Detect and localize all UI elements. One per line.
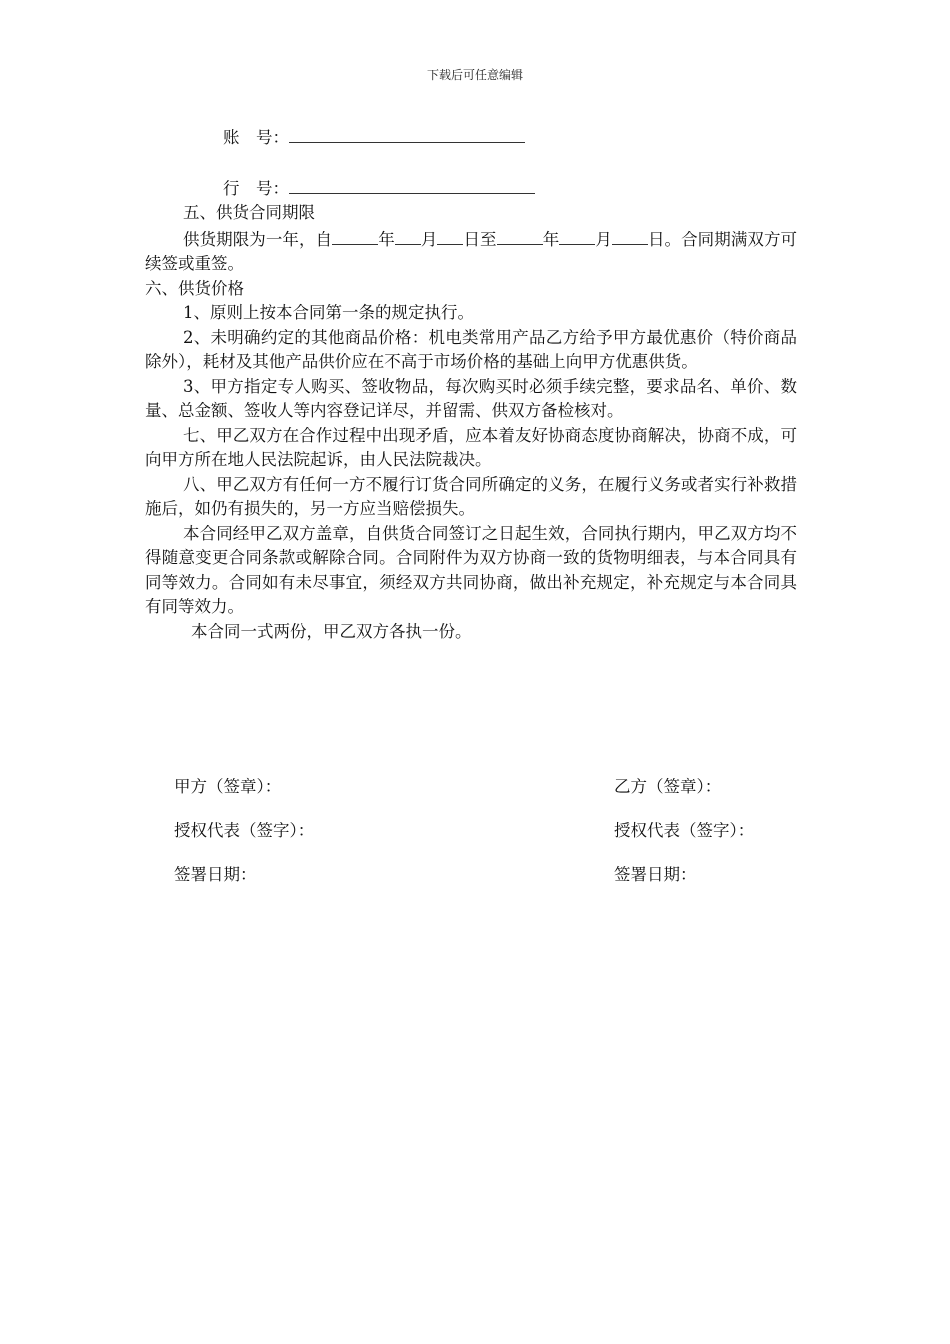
section5-heading: 五、供货合同期限 [183, 203, 315, 222]
party-a-date: 签署日期： [174, 865, 257, 884]
party-b-date: 签署日期： [614, 865, 697, 884]
section6-heading: 六、供货价格 [145, 278, 244, 298]
start-year-blank[interactable] [332, 226, 378, 245]
account-number-line [145, 124, 797, 151]
bank-number-blank[interactable] [289, 175, 535, 194]
party-b-seal: 乙方（签章）： [614, 777, 722, 796]
party-b-rep: 授权代表（签字）： [614, 821, 755, 840]
party-a-seal: 甲方（签章）： [174, 777, 282, 796]
account-number-label: 账 号： [223, 128, 289, 147]
end-month-blank[interactable] [559, 226, 595, 245]
section6-item2: 2、未明确约定的其他商品价格：机电类常用产品乙方给予甲方最优惠价（特价商品除外），耗材及其他产品供价应在不高于市场价格的基础上向甲方优惠供货。 [145, 327, 797, 371]
party-a-rep: 授权代表（签字）： [174, 821, 315, 840]
section6-item3: 3、甲方指定专人购买、签收物品，每次购买时必须手续完整，要求品名、单价、数量、总金额、签收人等内容登记详尽，并留需、供双方备检核对。 [145, 376, 797, 420]
section7-dispute: 七、甲乙双方在合作过程中出现矛盾，应本着友好协商态度协商解决，协商不成，可向甲方所在地人民法院起诉，由人民法院裁决。 [145, 425, 797, 469]
section8-liability: 八、甲乙双方有任何一方不履行订货合同所确定的义务，在履行义务或者实行补救措施后，如仍有损失的，另一方应当赔偿损失。 [145, 474, 797, 518]
copies-clause: 本合同一式两份，甲乙双方各执一份。 [191, 621, 472, 641]
end-day-blank[interactable] [612, 226, 648, 245]
party-a-signature [174, 773, 314, 905]
start-month-blank[interactable] [395, 226, 421, 245]
section5-supply-period: 供货期限为一年，自 年 月 日至 年 月 日。合同期满双方可续签或重签。 [145, 226, 797, 277]
section6-item1: 1、原则上按本合同第一条的规定执行。 [183, 303, 474, 322]
account-number-blank[interactable] [289, 124, 525, 143]
effect-clause: 本合同经甲乙双方盖章，自供货合同签订之日起生效，合同执行期内，甲乙双方均不得随意变更合同条款或解除合同。合同附件为双方协商一致的货物明细表，与本合同具有同等效力。合同如有未尽事宜，须经双方共同协商，做出补充规定，补充规定与本合同具有同等效力。 [145, 523, 797, 616]
party-b-signature [614, 773, 754, 905]
start-day-blank[interactable] [437, 226, 463, 245]
end-year-blank[interactable] [497, 226, 543, 245]
bank-number-line [145, 175, 797, 202]
bank-number-label: 行 号： [223, 178, 289, 198]
contract-body [145, 124, 797, 644]
page-header-note: 下载后可任意编辑 [426, 68, 523, 82]
